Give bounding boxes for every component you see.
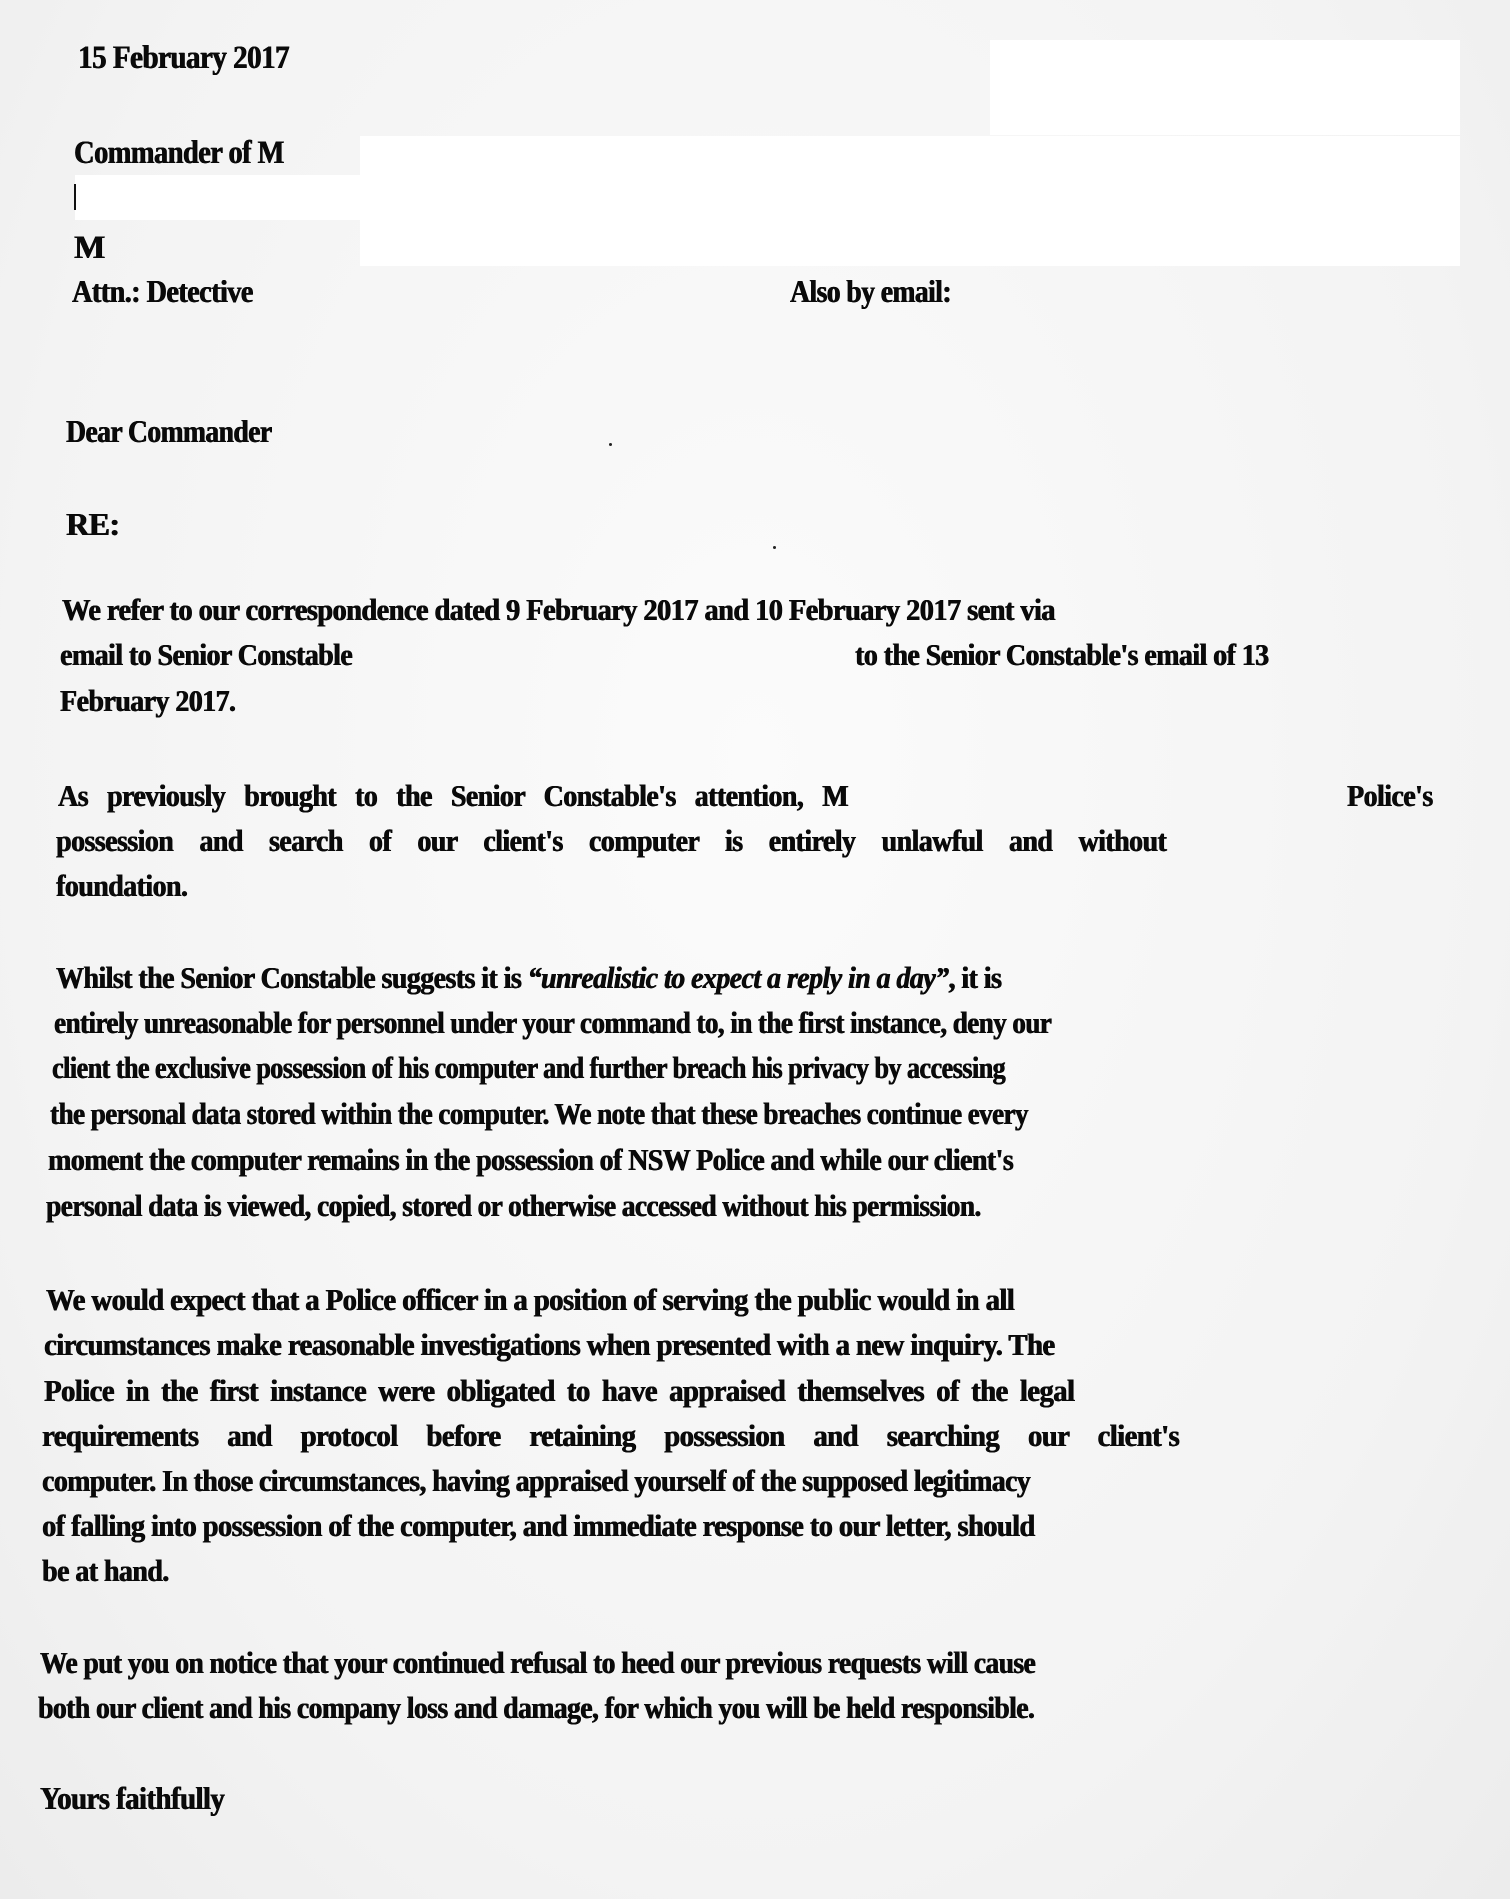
p3-line-4: the personal data stored within the computer. We note that these breaches continue every	[50, 1096, 1028, 1131]
scan-speck	[609, 443, 612, 446]
p3-line-1	[56, 960, 1001, 996]
p1-line-2a: email to Senior Constable	[60, 637, 353, 672]
p4-line-6: of falling into possession of the computer, and immediate response to our letter, should	[42, 1508, 1035, 1543]
also-by-email-label: Also by email:	[790, 273, 951, 309]
p4-line-4: requirements and protocol before retaining possession and searching our client's	[42, 1418, 1180, 1453]
attention-line: Attn.: Detective	[72, 273, 253, 309]
p4-line-1: We would expect that a Police officer in a position of serving the public would in all	[46, 1282, 1015, 1317]
recipient-line-1: Commander of M	[74, 135, 284, 171]
recipient-redacted-line	[74, 184, 76, 210]
recipient-line-2: M	[74, 230, 105, 266]
re-label: RE:	[66, 506, 120, 542]
p3-line-5: moment the computer remains in the possession of NSW Police and while our client's	[48, 1142, 1014, 1177]
p5-line-1: We put you on notice that your continued refusal to heed our previous requests will cause	[40, 1645, 1036, 1680]
redaction-address-line	[75, 175, 535, 220]
p3-line-1a: Whilst the Senior Constable suggests it is	[56, 960, 528, 995]
scan-speck	[773, 546, 776, 549]
p1-line-3: February 2017.	[60, 683, 236, 718]
p1-line-2b: to the Senior Constable's email of 13	[855, 637, 1269, 672]
letter-date: 15 February 2017	[78, 40, 289, 76]
p4-line-5: computer. In those circumstances, having appraised yourself of the supposed legitimacy	[42, 1463, 1031, 1498]
p4-line-2: circumstances make reasonable investigations when presented with a new inquiry. The	[44, 1327, 1055, 1362]
p4-line-7: be at hand.	[42, 1553, 169, 1588]
p2-line-3: foundation.	[56, 868, 188, 903]
p3-line-2: entirely unreasonable for personnel under your command to, in the first instance, deny our	[54, 1005, 1052, 1040]
p3-line-1b: , it is	[948, 960, 1002, 995]
p2-line-1b: Police's	[1347, 778, 1433, 813]
p3-line-6: personal data is viewed, copied, stored or otherwise accessed without his permission.	[46, 1188, 981, 1223]
p3-quote: “unrealistic to expect a reply in a day”	[527, 960, 949, 995]
p5-line-2: both our client and his company loss and damage, for which you will be held responsible.	[38, 1690, 1035, 1725]
p3-line-3: client the exclusive possession of his computer and further breach his privacy by accessing	[52, 1050, 1006, 1085]
p4-line-3: Police in the first instance were obligated to have appraised themselves of the legal	[44, 1373, 1075, 1408]
redaction-top-right	[990, 40, 1460, 135]
closing: Yours faithfully	[40, 1780, 225, 1816]
salutation: Dear Commander	[66, 413, 272, 449]
p2-line-2: possession and search of our client's computer is entirely unlawful and without	[56, 823, 1167, 858]
p2-line-1a: As previously brought to the Senior Constable's attention, M	[58, 778, 848, 813]
p1-line-1: We refer to our correspondence dated 9 February 2017 and 10 February 2017 sent via	[62, 592, 1055, 627]
